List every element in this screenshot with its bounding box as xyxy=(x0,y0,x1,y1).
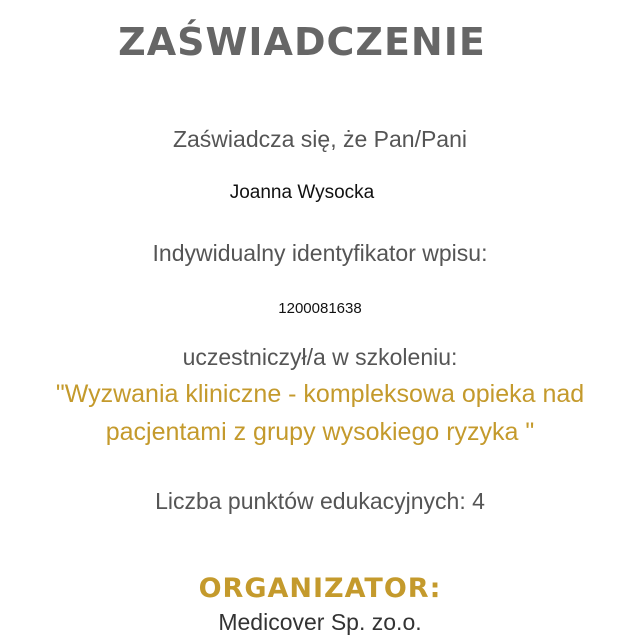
participation-text: uczestniczył/a w szkoleniu: xyxy=(182,344,458,370)
entry-id-label: Indywidualny identyfikator wpisu: xyxy=(152,240,488,266)
organizer-name: Medicover Sp. zo.o. xyxy=(218,609,422,635)
certificate-title: ZAŚWIADCZENIE xyxy=(118,20,486,64)
participant-name: Joanna Wysocka xyxy=(229,182,375,203)
education-points: Liczba punktów edukacyjnych: 4 xyxy=(155,488,485,514)
entry-id-value: 1200081638 xyxy=(278,300,362,317)
organizer-label: ORGANIZATOR: xyxy=(198,573,442,604)
course-title-line-1: "Wyzwania kliniczne - kompleksowa opieka nad xyxy=(55,380,585,408)
course-title-line-2: pacjentami z grupy wysokiego ryzyka " xyxy=(105,418,535,446)
certificate-intro: Zaświadcza się, że Pan/Pani xyxy=(172,126,468,152)
